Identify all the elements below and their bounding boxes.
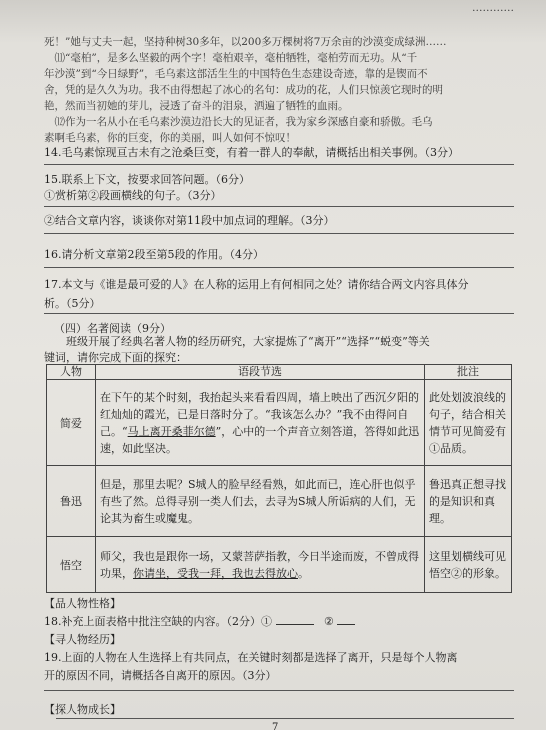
question-15-2: ②结合文章内容，谈谈你对第11段中加点词的理解。（3分） [44,214,335,227]
answer-line[interactable] [44,233,514,234]
character-name: 悟空 [47,537,96,593]
question-17: 17.本文与《谁是最可爱的人》在人称的运用上有何相同之处？请你结合两文内容具体分 [44,278,469,291]
answer-line[interactable] [44,267,514,268]
passage-line: ⑿作为一名从小在毛乌素沙漠边沿长大的见证者，我为家乡深感自豪和骄傲。毛乌 [54,116,433,128]
question-15-1: ①赏析第②段画横线的句子。（3分） [44,189,222,202]
section-title: （四）名著阅读（9分） [54,322,171,335]
passage-line-top: ………… [472,2,514,14]
answer-blank-1[interactable] [276,614,314,625]
annotation-cell: 鲁迅真正想寻找的是知识和真理。 [425,466,512,537]
page-number: 7 [272,722,279,730]
answer-line[interactable] [56,718,514,719]
question-14: 14.毛乌素惊现亘古未有之沧桑巨变，有着一群人的奉献，请概括出相关事例。（3分） [44,146,459,159]
annotation-cell: 这里划横线可见悟空②的形象。 [425,537,512,593]
answer-blank-2[interactable] [337,614,355,625]
question-19: 19.上面的人物在人生选择上有共同点，在关键时刻都是选择了离开，只是每个人物离 [44,651,458,664]
answer-line[interactable] [44,313,514,314]
question-15: 15.联系上下文，按要求回答问题。（6分） [44,173,250,186]
character-table [46,364,512,593]
underlined-phrase: 马上离开桑菲尔德 [127,424,216,438]
question-17-cont: 析。（5分） [44,297,101,310]
table-header-row [47,365,512,380]
passage-line: 艳，然而当初她的芽儿，浸透了奋斗的泪泉，洒遍了牺牲的血雨。 [44,100,349,112]
question-18 [44,614,514,630]
table-header: 人物 [47,365,96,380]
excerpt-cell: 但是，那里去呢？S城人的脸早经看熟，如此而已，连心肝也似乎有些了然。总得寻别一类人们去，去寻为S城人所诟病的人们，无论其为畜生或魔鬼。 [96,466,425,537]
excerpt-text: 。 [298,566,309,580]
excerpt-text: 师父，我也是跟你一场，又蒙菩萨指教，今日半途而废，不曾成得功果， [100,549,419,580]
excerpt-cell [96,537,425,593]
passage-line: 死！”她与丈夫一起，坚持种树30多年，以200多万棵树将7万余亩的沙漠变成绿洲…… [44,36,447,48]
passage-line: ⑾“毫柏”，是多么坚毅的两个字！毫柏艰辛，毫柏牺牲，毫柏劳而无功。从“千 [54,52,418,64]
answer-line[interactable] [44,690,514,691]
table-header: 批注 [425,365,512,380]
table-row [47,466,512,537]
subsection-heading: 【寻人物经历】 [44,633,121,646]
excerpt-text: 在下午的某个时刻，我抬起头来看看四周，墙上映出了西沉夕阳的红灿灿的霞光，已是日落时分了。“我该怎么办？”我不由得问自己。“ [100,390,419,438]
table-row [47,537,512,593]
answer-line[interactable] [44,206,514,207]
subsection-heading: 【探人物成长】 [44,703,121,716]
passage-line: 年沙漠”到“今日绿野”，毛乌素这部活生生的中国特色生态建设奇迹，靠的是锲而不 [44,68,428,80]
character-name: 鲁迅 [47,466,96,537]
table-row [47,380,512,466]
character-name: 简爱 [47,380,96,466]
section-intro: 班级开展了经典名著人物的经历研究，大家提炼了“离开”“选择”“蜕变”等关 [66,335,430,348]
excerpt-cell [96,380,425,466]
annotation-cell: 此处划波浪线的句子，结合相关情节可见简爱有①品质。 [425,380,512,466]
question-19-cont: 开的原因不同，请概括各自离开的原因。（3分） [44,669,277,682]
blank-2-marker: ② [324,615,334,628]
passage-line: 舍，凭的是久久为功。我不由得想起了冰心的名句：成功的花，人们只惊羡它现时的明 [44,84,443,96]
subsection-heading: 【品人物性格】 [44,597,121,610]
answer-line[interactable] [44,164,514,165]
passage-line: 素啊毛乌素，你的巨变，你的美丽，叫人如何不惊叹！ [44,132,296,144]
excerpt-text: ”，心中的一个声音立刻答道，答得如此迅速，如此坚决。 [100,424,420,455]
question-18-text: 18.补充上面表格中批注空缺的内容。（2分）① [44,615,272,628]
question-16: 16.请分析文章第2段至第5段的作用。（4分） [44,248,264,261]
section-intro-cont: 键词，请你完成下面的探究： [44,351,187,364]
underlined-phrase: 你请坐，受我一拜，我也去得放心 [133,566,298,580]
table-header: 语段节选 [96,365,425,380]
